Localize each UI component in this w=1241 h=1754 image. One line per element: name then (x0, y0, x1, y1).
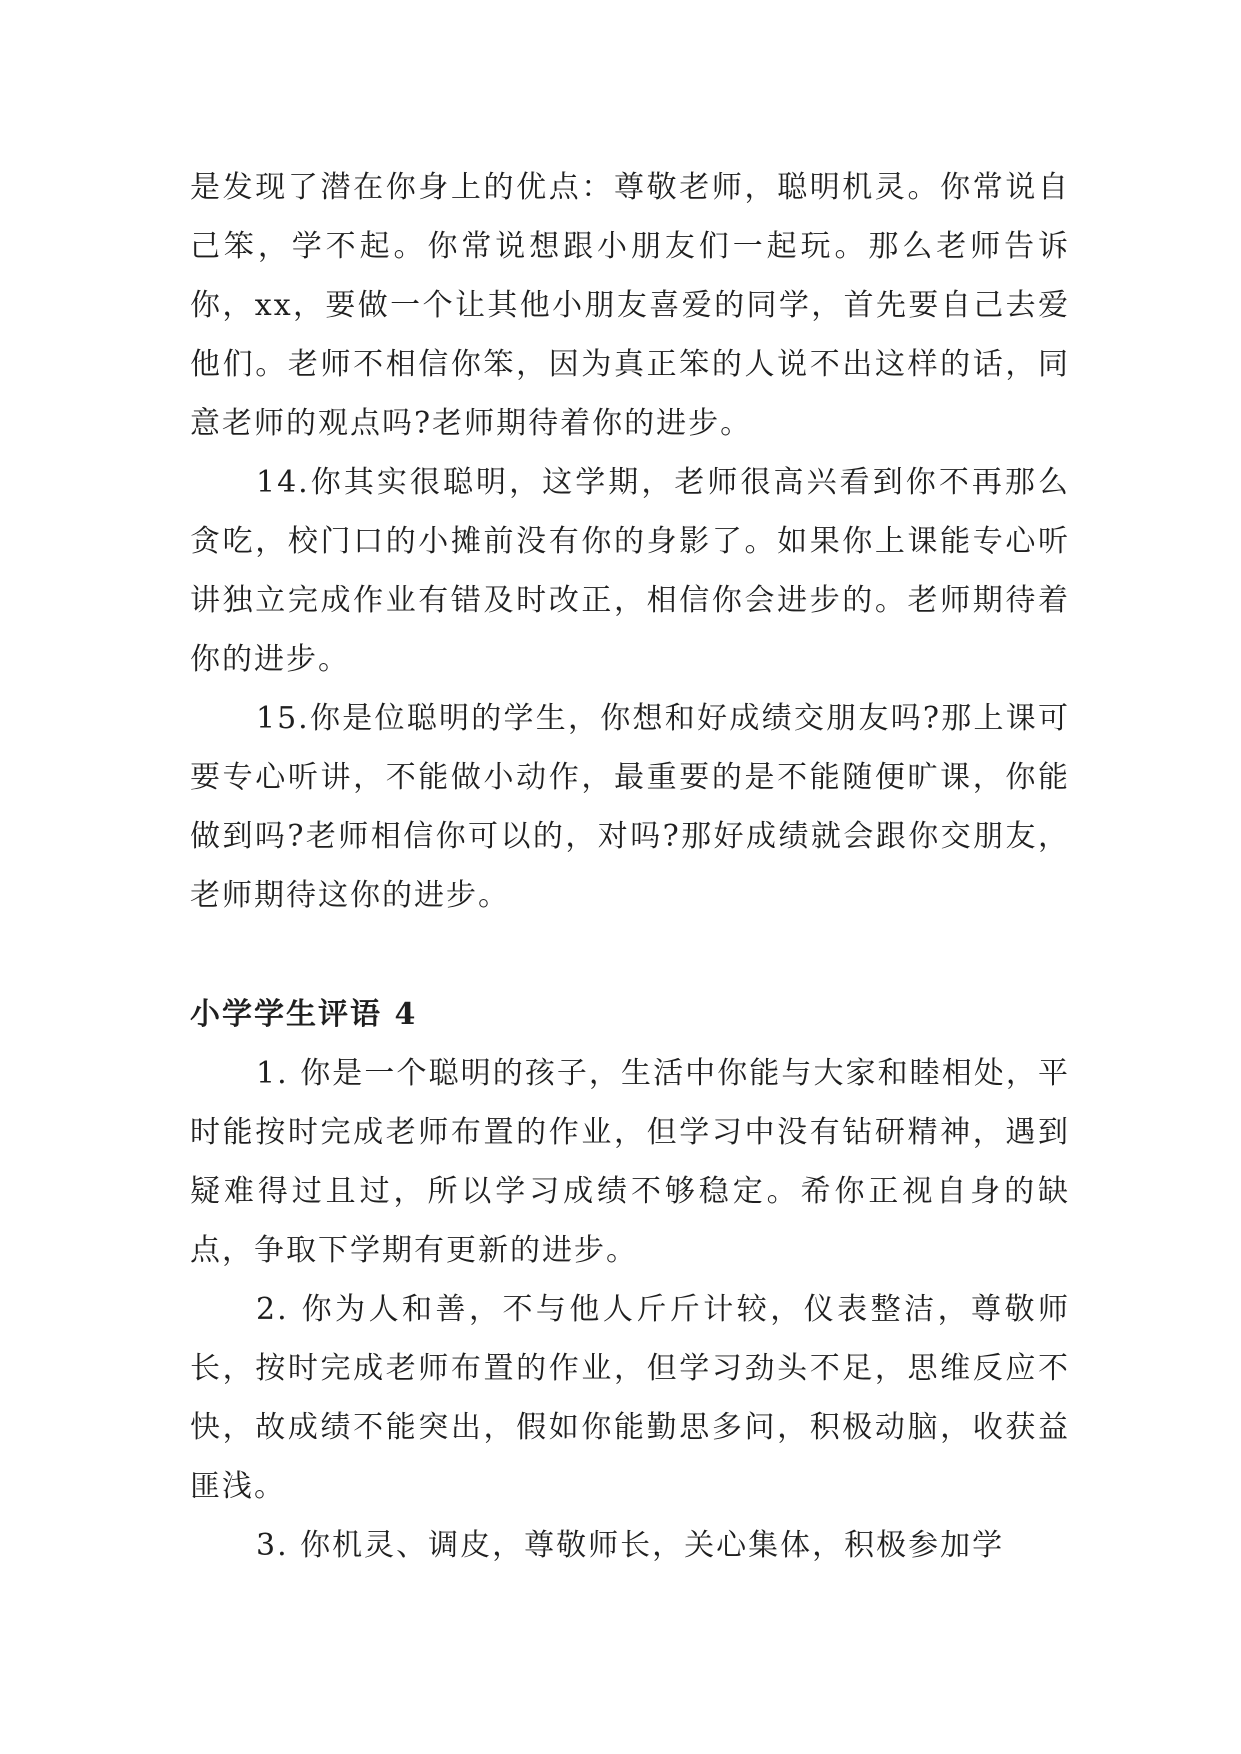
paragraph-comment-14: 14.你其实很聪明，这学期，老师很高兴看到你不再那么贪吃，校门口的小摊前没有你的身影了。如果你上课能专心听讲独立完成作业有错及时改正，相信你会进步的。老师期待着你的进步。 (190, 465, 1070, 677)
paragraph-section4-item-1: 1. 你是一个聪明的孩子，生活中你能与大家和睦相处，平时能按时完成老师布置的作业，但学习中没有钻研精神，遇到疑难得过且过，所以学习成绩不够稳定。希你正视自身的缺点，争取下学期有更新的进步。 (190, 1056, 1070, 1268)
paragraph-section4-item-2: 2. 你为人和善，不与他人斤斤计较，仪表整洁，尊敬师长，按时完成老师布置的作业，但学习劲头不足，思维反应不快，故成绩不能突出，假如你能勤思多问，积极动脑，收获益匪浅。 (190, 1292, 1070, 1504)
paragraph-comment-15: 15.你是位聪明的学生，你想和好成绩交朋友吗?那上课可要专心听讲，不能做小动作，最重要的是不能随便旷课，你能做到吗?老师相信你可以的，对吗?那好成绩就会跟你交朋友，老师期待这你的进步。 (190, 701, 1070, 913)
document-body (190, 158, 1070, 1575)
paragraph-section4-item-3: 3. 你机灵、调皮，尊敬师长，关心集体，积极参加学 (256, 1528, 1005, 1563)
section-heading: 小学学生评语 4 (190, 997, 418, 1032)
paragraph-continuation: 是发现了潜在你身上的优点：尊敬老师，聪明机灵。你常说自己笨，学不起。你常说想跟小朋友们一起玩。那么老师告诉你，xx，要做一个让其他小朋友喜爱的同学，首先要自己去爱他们。老师不相信你笨，因为真正笨的人说不出这样的话，同意老师的观点吗?老师期待着你的进步。 (190, 170, 1070, 441)
